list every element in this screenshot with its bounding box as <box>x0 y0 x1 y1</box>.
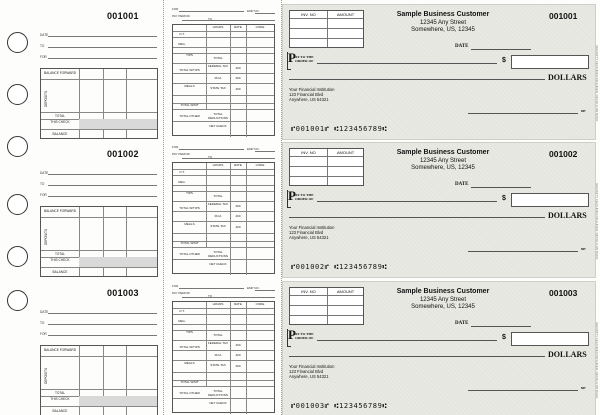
total-wtips-label: TOTAL W/TIPS <box>179 345 200 349</box>
stub-register <box>40 68 158 139</box>
ot-label: O.T. <box>179 309 185 313</box>
pay-to-label: TO <box>208 155 213 159</box>
amount-header: AMOUNT <box>336 289 355 294</box>
signature-line[interactable] <box>468 390 578 391</box>
stub-field-label: DATE <box>40 310 49 314</box>
amount-header: AMOUNT <box>336 12 355 17</box>
total-wtips-label: TOTAL W/TIPS <box>179 206 200 210</box>
memo-divider <box>290 28 363 29</box>
bank-name: Your Financial Institution <box>289 87 335 92</box>
total-wtips-label: TOTAL W/TIPS <box>179 68 200 72</box>
bank-street: 123 Financial Blvd <box>289 230 324 235</box>
federal-tax-label: FEDERAL TAX <box>207 64 229 68</box>
code-400-state: 400 <box>235 225 241 229</box>
grid-divider <box>173 185 274 186</box>
grid-divider <box>173 95 274 96</box>
stub-field-line[interactable] <box>48 47 157 48</box>
stub-divider <box>41 356 157 357</box>
binder-hole <box>7 290 28 311</box>
total-other-label: TOTAL OTHER <box>179 114 200 118</box>
hours-header: HOURS <box>212 302 224 306</box>
grid-divider <box>173 308 274 309</box>
grid-divider <box>173 31 274 32</box>
check <box>282 281 599 415</box>
stub-divider <box>41 217 157 218</box>
stub-field-label: FOR <box>40 193 47 197</box>
security-notice: SECURITY FEATURES INCLUDED. DETAILS ON BACK. <box>595 322 599 400</box>
grid-divider <box>173 314 274 315</box>
stub-field-label: TO <box>40 44 45 48</box>
pay-for-line <box>179 288 244 289</box>
fica-label: FICA <box>214 353 222 357</box>
pay-for-line <box>179 11 244 12</box>
pay-to-order <box>295 193 314 201</box>
pay-period-line <box>182 297 275 298</box>
emp-no-label: EMP NO. <box>247 9 260 13</box>
memo-divider <box>290 18 363 19</box>
stub-register <box>40 206 158 277</box>
stub-field-line[interactable] <box>48 313 157 314</box>
total-deductions-label: TOTAL DEDUCTIONS <box>208 112 228 120</box>
memo-divider <box>290 156 363 157</box>
meals-label: MEALS <box>184 222 195 226</box>
business-name: Sample Business Customer <box>396 11 490 18</box>
stub-check-number: 001001 <box>107 11 139 21</box>
pay-period-line <box>182 20 275 21</box>
check-number: 001001 <box>549 11 578 21</box>
micr-line: ⑈001003⑈ ⑆123456789⑆ <box>291 402 388 410</box>
memo-divider <box>290 166 363 167</box>
code-400-federal: 400 <box>235 343 241 347</box>
state-tax-label: STATE TAX <box>210 363 226 367</box>
code-400-federal: 400 <box>235 204 241 208</box>
grid-divider <box>173 47 274 48</box>
order-of-label: ORDER OF <box>295 336 314 340</box>
net-check-label: NET CHECK <box>209 124 227 128</box>
pay-to-label: AY TO THE <box>295 332 314 336</box>
business-name: Sample Business Customer <box>396 288 490 295</box>
bank-name: Your Financial Institution <box>289 225 335 230</box>
payroll-stub <box>167 281 277 415</box>
this-check-label: THIS CHECK <box>50 120 70 124</box>
code-400-state: 400 <box>235 364 241 368</box>
state-tax-label: STATE TAX <box>210 86 226 90</box>
dollar-sign: $ <box>502 195 506 202</box>
check <box>282 4 599 140</box>
total-tips-label: TOTAL <box>213 194 223 198</box>
signature-line[interactable] <box>468 251 578 252</box>
this-check-label: THIS CHECK <box>50 397 70 401</box>
rate-header: RATE <box>234 163 242 167</box>
date-label: DATE <box>455 321 469 326</box>
emp-no-label: EMP NO. <box>247 286 260 290</box>
total-deductions-label: TOTAL DEDUCTIONS <box>208 389 228 397</box>
stub-divider <box>41 267 157 268</box>
grid-divider <box>173 398 274 399</box>
perforation-line <box>163 0 164 415</box>
grid-divider <box>173 372 274 373</box>
state-tax-label: STATE TAX <box>210 224 226 228</box>
emp-no-label: EMP NO. <box>247 147 260 151</box>
inv-no-header: INV. NO <box>301 150 316 155</box>
total-other-label: TOTAL OTHER <box>179 391 200 395</box>
bank-street: 123 Financial Blvd <box>289 369 324 374</box>
balance-label: BALANCE <box>52 132 68 136</box>
invoice-box <box>289 287 364 325</box>
stub-divider <box>41 79 157 80</box>
amount-box[interactable] <box>511 193 589 207</box>
grid-divider <box>173 386 274 387</box>
code-header: CODE <box>255 163 265 167</box>
date-line[interactable] <box>471 187 531 188</box>
check-number: 001002 <box>549 149 578 159</box>
pay-to-order <box>295 55 314 63</box>
memo-divider <box>290 176 363 177</box>
total-wmt-label: TOTAL W/MT <box>180 241 199 245</box>
total-tips-label: TOTAL <box>213 333 223 337</box>
order-of-label: ORDER OF <box>295 59 314 63</box>
payroll-grid <box>172 301 275 413</box>
emp-no-line <box>255 290 275 291</box>
bank-city: Anywhere, US 54321 <box>289 235 329 240</box>
invoice-box <box>289 10 364 48</box>
this-check-shade <box>79 257 157 267</box>
rate-header: RATE <box>234 25 242 29</box>
balance-forward-label: BALANCE FORWARD <box>43 348 77 352</box>
stub-divider <box>41 406 157 407</box>
binder-hole <box>7 84 28 105</box>
stub-divider <box>41 112 157 113</box>
fica-label: FICA <box>214 76 222 80</box>
stub-field-label: FOR <box>40 55 47 59</box>
payee-line[interactable] <box>317 63 497 64</box>
date-line[interactable] <box>471 326 531 327</box>
micr-line: ⑈001002⑈ ⑆123456789⑆ <box>291 263 388 271</box>
amount-header: AMOUNT <box>336 150 355 155</box>
payroll-stub <box>167 4 277 140</box>
code-400-federal: 400 <box>235 66 241 70</box>
memo-divider <box>290 295 363 296</box>
micr-line: ⑈001001⑈ ⑆123456789⑆ <box>291 125 388 133</box>
total-label: TOTAL <box>55 391 65 395</box>
reg-label: REG. <box>178 180 186 184</box>
stub-divider <box>41 129 157 130</box>
pay-to-label: AY TO THE <box>295 193 314 197</box>
business-street: 12345 Any Street <box>419 297 467 303</box>
check-number: 001003 <box>549 288 578 298</box>
code-header: CODE <box>255 25 265 29</box>
meals-label: MEALS <box>184 361 195 365</box>
tips-label: TIPS <box>186 191 193 195</box>
order-of-label: ORDER OF <box>295 197 314 201</box>
this-check-shade <box>79 119 157 129</box>
stub-divider <box>41 389 157 390</box>
grid-divider <box>173 109 274 110</box>
check <box>282 142 599 278</box>
binder-hole <box>7 246 28 267</box>
pay-initial: P <box>288 327 296 342</box>
balance-forward-label: BALANCE FORWARD <box>43 209 77 213</box>
dollars-label: DOLLARS <box>548 350 587 359</box>
code-400-fica: 400 <box>235 214 241 218</box>
pay-to-label: AY TO THE <box>295 55 314 59</box>
stub-field-label: TO <box>40 182 45 186</box>
amount-box[interactable] <box>511 332 589 346</box>
code-400-fica: 400 <box>235 76 241 80</box>
check-stub <box>34 281 162 415</box>
stub-field-label: TO <box>40 321 45 325</box>
tips-label: TIPS <box>186 330 193 334</box>
reg-label: REG. <box>178 42 186 46</box>
check-stub <box>34 4 162 140</box>
meals-label: MEALS <box>184 84 195 88</box>
pay-for-line <box>179 149 244 150</box>
inv-no-header: INV. NO <box>301 289 316 294</box>
deposits-label: DEPOSITS <box>44 367 48 384</box>
stub-field-label: FOR <box>40 332 47 336</box>
grid-divider <box>173 175 274 176</box>
payee-line[interactable] <box>317 201 497 202</box>
grid-divider <box>173 233 274 234</box>
date-line[interactable] <box>471 49 531 50</box>
payroll-grid <box>172 162 275 274</box>
business-name: Sample Business Customer <box>396 149 490 156</box>
rate-header: RATE <box>234 302 242 306</box>
total-wmt-label: TOTAL W/MT <box>180 103 199 107</box>
pay-to-order <box>295 332 314 340</box>
this-check-label: THIS CHECK <box>50 258 70 262</box>
dollar-sign: $ <box>502 334 506 341</box>
grid-divider <box>173 350 274 351</box>
reg-label: REG. <box>178 319 186 323</box>
business-city: Somewhere, US, 12345 <box>411 165 475 171</box>
signature-line[interactable] <box>468 113 578 114</box>
business-city: Somewhere, US, 12345 <box>411 304 475 310</box>
emp-no-line <box>255 13 275 14</box>
stub-register <box>40 345 158 415</box>
total-label: TOTAL <box>55 252 65 256</box>
stub-field-line[interactable] <box>48 174 157 175</box>
deposits-label: DEPOSITS <box>44 228 48 245</box>
hours-header: HOURS <box>212 163 224 167</box>
written-amount-line[interactable] <box>289 356 545 357</box>
total-wmt-label: TOTAL W/MT <box>180 380 199 384</box>
grid-divider <box>173 73 274 74</box>
grid-divider <box>173 247 274 248</box>
stub-check-number: 001003 <box>107 288 139 298</box>
stub-divider <box>41 250 157 251</box>
pay-period-label: PAY PERIOD <box>172 14 190 18</box>
binder-hole <box>7 194 28 215</box>
check-stub <box>34 142 162 278</box>
payroll-stub <box>167 142 277 278</box>
inv-no-header: INV. NO <box>301 12 316 17</box>
business-city: Somewhere, US, 12345 <box>411 27 475 33</box>
federal-tax-label: FEDERAL TAX <box>207 341 229 345</box>
net-check-label: NET CHECK <box>209 401 227 405</box>
date-label: DATE <box>455 182 469 187</box>
memo-divider <box>290 38 363 39</box>
dollar-sign: $ <box>502 57 506 64</box>
grid-divider <box>173 37 274 38</box>
code-400-fica: 400 <box>235 353 241 357</box>
total-label: TOTAL <box>55 114 65 118</box>
pay-for-label: FOR <box>172 145 179 149</box>
invoice-box <box>289 148 364 186</box>
stub-field-line[interactable] <box>48 36 157 37</box>
written-amount-line[interactable] <box>289 217 545 218</box>
pay-period-line <box>182 158 275 159</box>
mp-security-mark: MP <box>581 247 586 251</box>
total-tips-label: TOTAL <box>213 56 223 60</box>
binder-hole <box>7 136 28 157</box>
ot-label: O.T. <box>179 170 185 174</box>
tips-label: TIPS <box>186 53 193 57</box>
pay-period-label: PAY PERIOD <box>172 152 190 156</box>
pay-initial: P <box>288 50 296 65</box>
deposits-label: DEPOSITS <box>44 90 48 107</box>
pay-period-label: PAY PERIOD <box>172 291 190 295</box>
code-400-state: 400 <box>235 87 241 91</box>
this-check-shade <box>79 396 157 406</box>
payee-line[interactable] <box>317 340 497 341</box>
payroll-grid <box>172 24 275 136</box>
stub-field-line[interactable] <box>48 324 157 325</box>
code-header: CODE <box>255 302 265 306</box>
stub-check-number: 001002 <box>107 149 139 159</box>
pay-to-label: TO <box>208 17 213 21</box>
fica-label: FICA <box>214 214 222 218</box>
grid-divider <box>173 121 274 122</box>
emp-no-line <box>255 151 275 152</box>
memo-divider <box>290 305 363 306</box>
balance-label: BALANCE <box>52 270 68 274</box>
bank-city: Anywhere, US 54321 <box>289 97 329 102</box>
memo-divider <box>290 315 363 316</box>
business-street: 12345 Any Street <box>419 158 467 164</box>
grid-divider <box>173 211 274 212</box>
ot-label: O.T. <box>179 32 185 36</box>
amount-box[interactable] <box>511 55 589 69</box>
federal-tax-label: FEDERAL TAX <box>207 202 229 206</box>
balance-forward-label: BALANCE FORWARD <box>43 71 77 75</box>
stub-field-line[interactable] <box>48 58 157 59</box>
grid-divider <box>173 259 274 260</box>
date-label: DATE <box>455 44 469 49</box>
bank-name: Your Financial Institution <box>289 364 335 369</box>
grid-divider <box>173 169 274 170</box>
dollars-label: DOLLARS <box>548 73 587 82</box>
stub-field-label: DATE <box>40 171 49 175</box>
hours-header: HOURS <box>212 25 224 29</box>
stub-field-line[interactable] <box>48 196 157 197</box>
total-deductions-label: TOTAL DEDUCTIONS <box>208 250 228 258</box>
security-notice: SECURITY FEATURES INCLUDED. DETAILS ON BACK. <box>595 45 599 123</box>
total-other-label: TOTAL OTHER <box>179 252 200 256</box>
mp-security-mark: MP <box>581 109 586 113</box>
grid-divider <box>173 324 274 325</box>
written-amount-line[interactable] <box>289 79 545 80</box>
bank-street: 123 Financial Blvd <box>289 92 324 97</box>
stub-field-line[interactable] <box>48 185 157 186</box>
bank-city: Anywhere, US 54321 <box>289 374 329 379</box>
pay-for-label: FOR <box>172 284 179 288</box>
binder-hole <box>7 32 28 53</box>
stub-field-label: DATE <box>40 33 49 37</box>
net-check-label: NET CHECK <box>209 262 227 266</box>
pay-initial: P <box>288 188 296 203</box>
balance-label: BALANCE <box>52 409 68 413</box>
stub-field-line[interactable] <box>48 335 157 336</box>
dollars-label: DOLLARS <box>548 211 587 220</box>
security-notice: SECURITY FEATURES INCLUDED. DETAILS ON BACK. <box>595 183 599 261</box>
business-street: 12345 Any Street <box>419 20 467 26</box>
pay-to-label: TO <box>208 294 213 298</box>
mp-security-mark: MP <box>581 386 586 390</box>
pay-for-label: FOR <box>172 7 179 11</box>
